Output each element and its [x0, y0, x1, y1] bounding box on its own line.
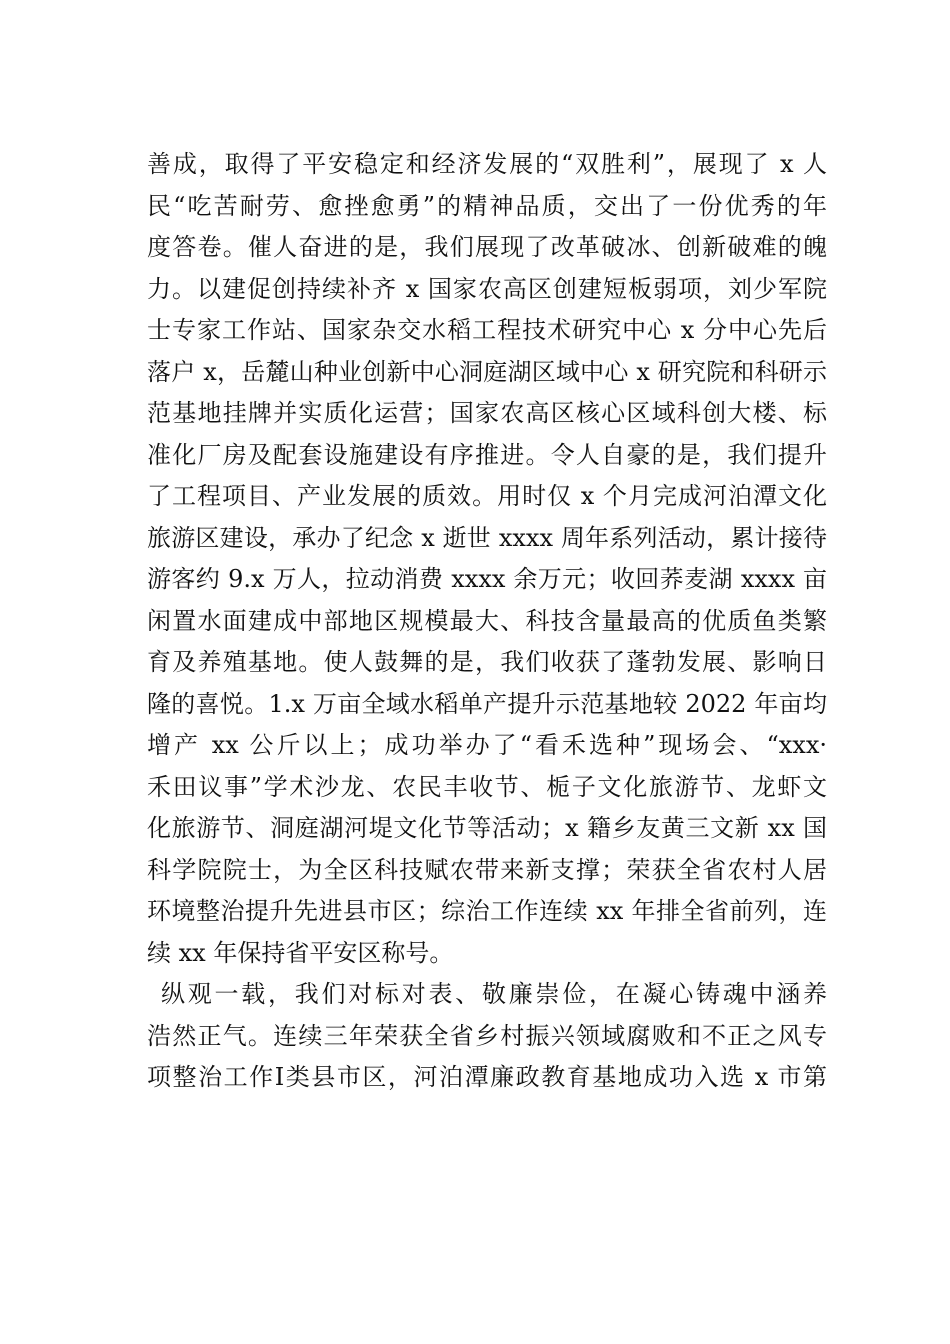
text-line: 环境整治提升先进县市区；综治工作连续 xx 年排全省前列，连: [147, 897, 827, 925]
text-line: 范基地挂牌并实质化运营；国家农高区核心区域科创大楼、标: [147, 399, 827, 427]
text-line: 育及养殖基地。使人鼓舞的是，我们收获了蓬勃发展、影响日: [147, 648, 827, 676]
text-line: 禾田议事”学术沙龙、农民丰收节、栀子文化旅游节、龙虾文: [147, 772, 827, 801]
text-line: 落户 x，岳麓山种业创新中心洞庭湖区域中心 x 研究院和科研示: [147, 357, 827, 386]
text-line: 科学院院士，为全区科技赋农带来新支撑；荣获全省农村人居: [147, 855, 827, 884]
text-line: 增产 xx 公斤以上；成功举办了“看禾选种”现场会、“xxx·: [147, 731, 827, 759]
text-line: 纵观一载，我们对标对表、敬廉崇俭，在凝心铸魂中涵养: [161, 980, 827, 1008]
text-line: 度答卷。催人奋进的是，我们展现了改革破冰、创新破难的魄: [147, 233, 827, 261]
text-line: 隆的喜悦。1.x 万亩全域水稻单产提升示范基地较 2022 年亩均: [147, 689, 827, 718]
text-line: 游客约 9.x 万人，拉动消费 xxxx 余万元；收回荞麦湖 xxxx 亩: [147, 565, 827, 593]
paragraph-1: [147, 144, 827, 974]
text-line: 化旅游节、洞庭湖河堤文化节等活动；x 籍乡友黄三文新 xx 国: [147, 814, 827, 842]
text-line: 善成，取得了平安稳定和经济发展的“双胜利”，展现了 x 人: [147, 150, 827, 178]
text-line: 民“吃苦耐劳、愈挫愈勇”的精神品质，交出了一份优秀的年: [147, 191, 827, 220]
text-line: 续 xx 年保持省平安区称号。: [147, 938, 454, 967]
text-line: 旅游区建设，承办了纪念 x 逝世 xxxx 周年系列活动，累计接待: [147, 523, 827, 552]
body-text: [147, 144, 827, 1099]
text-line: 了工程项目、产业发展的质效。用时仅 x 个月完成河泊潭文化: [147, 482, 827, 510]
text-line: 闲置水面建成中部地区规模最大、科技含量最高的优质鱼类繁: [147, 606, 827, 635]
paragraph-2: [147, 974, 827, 1099]
text-line: 浩然正气。连续三年荣获全省乡村振兴领域腐败和不正之风专: [147, 1021, 827, 1050]
text-line: 准化厂房及配套设施建设有序推进。令人自豪的是，我们提升: [147, 440, 827, 469]
text-line: 项整治工作Ⅰ类县市区，河泊潭廉政教育基地成功入选 x 市第: [147, 1063, 827, 1091]
text-line: 力。以建促创持续补齐 x 国家农高区创建短板弱项，刘少军院: [147, 274, 827, 303]
text-line: 士专家工作站、国家杂交水稻工程技术研究中心 x 分中心先后: [147, 316, 827, 344]
